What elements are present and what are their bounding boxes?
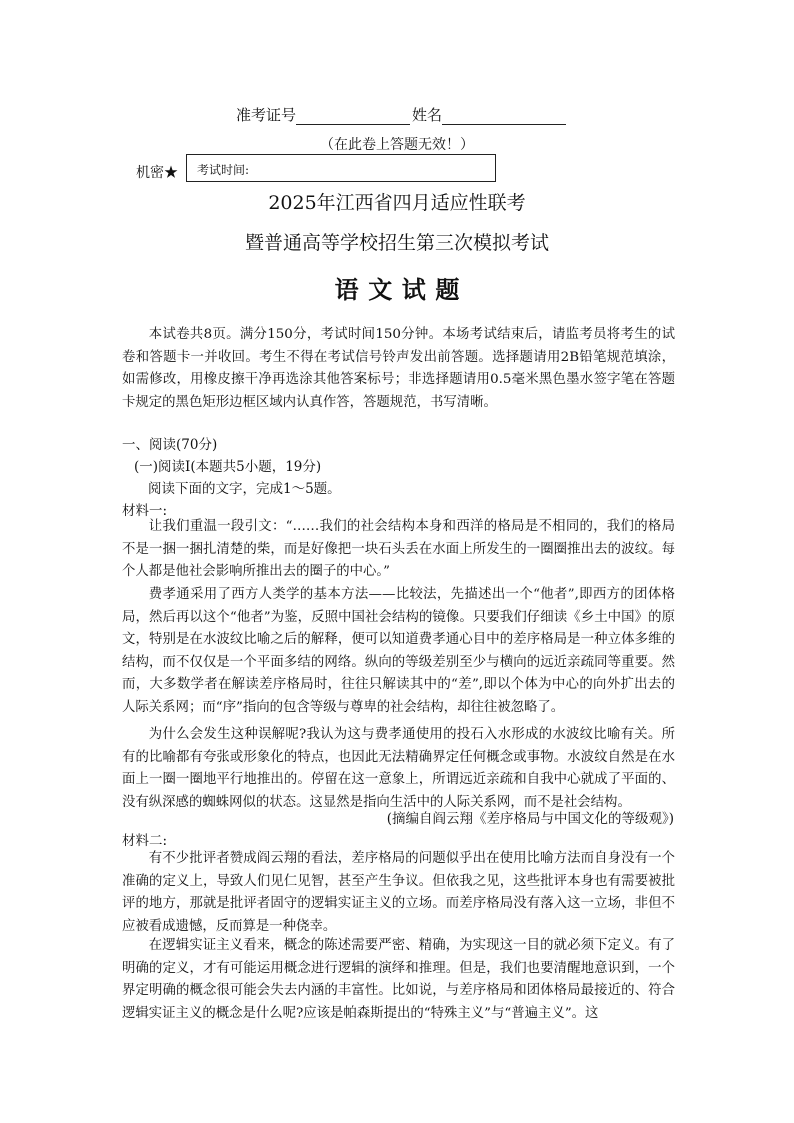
material-2-paragraph: 有不少批评者赞成阎云翔的看法，差序格局的问题似乎出在使用比喻方法而自身没有一个准确的定义上，导致人们见仁见智，甚至产生争议。但依我之见，这些批评本身也有需要被批评的地方，那就是批评者固守的逻辑实证主义的立场。而差序格局没有落入这一立场，非但不应被看成遗憾，反而算是一种侥幸。 [122, 851, 675, 934]
material-2-label: 材料二: [122, 833, 168, 849]
material-1-label: 材料一: [122, 503, 168, 519]
reading-prompt: 阅读下面的文字，完成1～5题。 [148, 481, 341, 497]
exam-subtitle: 暨普通高等学校招生第三次模拟考试 [244, 232, 549, 254]
exam-time-box [186, 154, 496, 182]
exam-number-blank [296, 108, 410, 125]
exam-instructions: 本试卷共8页。满分150分，考试时间150分钟。本场考试结束后，请监考员将考生的试卷和答题卡一并收回。考生不得在考试信号铃声发出前答题。选择题请用2B铅笔规范填涂，如需修改，用橡皮擦干净再选涂其他答案标号；非选择题请用0.5毫米黑色墨水签字笔在答题卡规定的黑色矩形边框区域内认真作答，答题规范，书写清晰。 [122, 327, 675, 410]
section-heading: 一、阅读(70分) [122, 437, 218, 453]
exam-number-label: 准考证号 [236, 106, 297, 124]
name-label: 姓名 [412, 106, 443, 124]
exam-title: 2025年江西省四月适应性联考 [268, 192, 526, 214]
invalid-note: （在此卷上答题无效！） [320, 137, 474, 153]
exam-number-field [236, 104, 410, 125]
material-1-paragraph: 让我们重温一段引文：“……我们的社会结构本身和西洋的格局是不相同的，我们的格局不是一捆一捆扎清楚的柴，而是好像把一块石头丢在水面上所发生的一圈圈推出去的波纹。每个人都是他社会影响所推出去的圈子的中心。” [122, 519, 675, 580]
material-2-paragraph: 在逻辑实证主义看来，概念的陈述需要严密、精确，为实现这一目的就必须下定义。有了明确的定义，才有可能运用概念进行逻辑的演绎和推理。但是，我们也要清醒地意识到，一个界定明确的概念很可能会失去内涵的丰富性。比如说，与差序格局和团体格局最接近的、符合逻辑实证主义的概念是什么呢?应该是帕森斯提出的“特殊主义”与“普遍主义”。这 [122, 938, 675, 1021]
subject-title: 语文试题 [334, 275, 469, 304]
name-blank [442, 108, 566, 125]
material-1-paragraph: 费孝通采用了西方人类学的基本方法——比较法，先描述出一个“他者”,即西方的团体格局，然后再以这个“他者”为鉴，反照中国社会结构的镜像。只要我们仔细读《乡土中国》的原文，特别是在水波纹比喻之后的解释，便可以知道费孝通心目中的差序格局是一种立体多维的结构，而不仅仅是一个平面多结的网络。纵向的等级差别至少与横向的远近亲疏同等重要。然而，大多数学者在解读差序格局时，往往只解读其中的“差”,即以个体为中心的向外扩出去的人际关系网；而“序”指向的包含等级与尊卑的社会结构，却往往被忽略了。 [122, 587, 675, 715]
material-1-source: (摘编自阎云翔《差序格局与中国文化的等级观》) [386, 811, 674, 827]
subsection-heading: (一)阅读Ⅰ(本题共5小题，19分) [134, 459, 322, 475]
name-field [412, 104, 566, 125]
material-1-paragraph: 为什么会发生这种误解呢?我认为这与费孝通使用的投石入水形成的水波纹比喻有关。所有的比喻都有夸张或形象化的特点，也因此无法精确界定任何概念或事物。水波纹自然是在水面上一圈一圈地平行地推出的。停留在这一意象上，所谓远近亲疏和自我中心就成了平面的、没有纵深感的蜘蛛网似的状态。这显然是指向生活中的人际关系网，而不是社会结构。 [122, 727, 675, 810]
exam-time-label: 考试时间: [197, 163, 250, 177]
secret-label: 机密★ [136, 165, 178, 181]
